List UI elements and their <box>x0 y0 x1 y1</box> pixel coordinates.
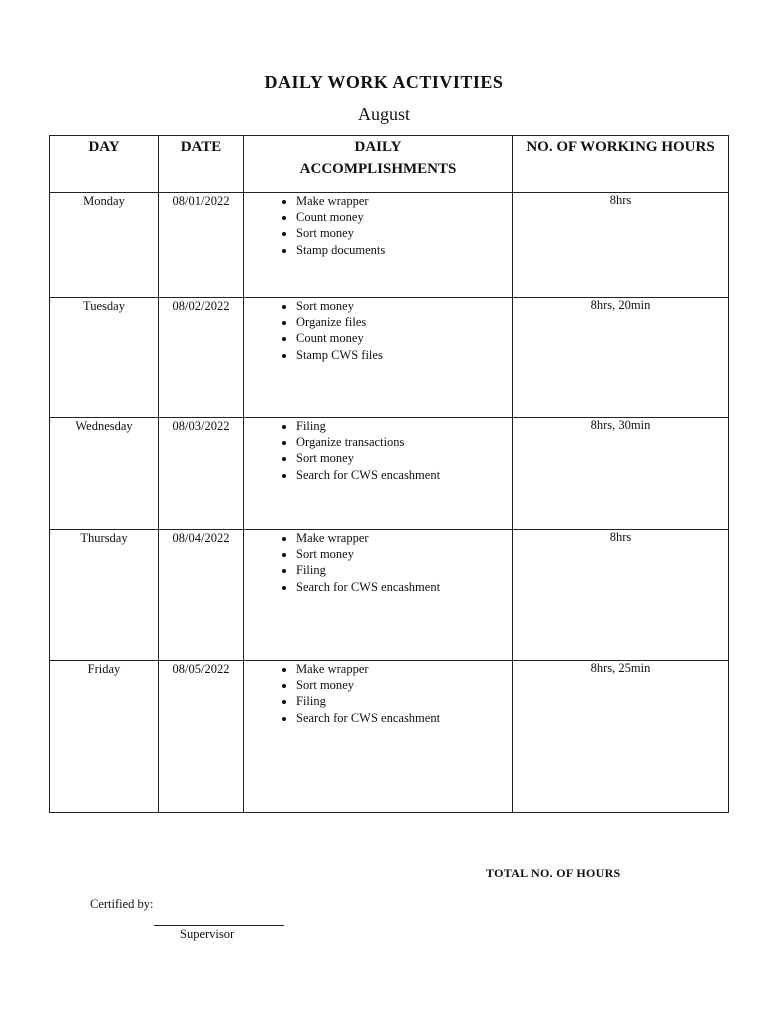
cell-date: 08/05/2022 <box>159 661 244 813</box>
cell-accomplishments <box>244 193 513 298</box>
cell-accomplishments <box>244 661 513 813</box>
cell-date: 08/03/2022 <box>159 418 244 530</box>
accomplishment-item: • Count money <box>296 330 512 346</box>
header-day: DAY <box>50 136 159 193</box>
accomplishment-item: • Filing <box>296 562 512 578</box>
cell-hours: 8hrs, 20min <box>513 298 729 418</box>
accomplishment-item: • Stamp documents <box>296 242 512 258</box>
table-body <box>50 193 729 813</box>
accomplishment-item: • Sort money <box>296 225 512 241</box>
accomplishments-list <box>244 530 512 595</box>
cell-hours: 8hrs <box>513 193 729 298</box>
accomplishments-list <box>244 193 512 258</box>
accomplishment-item: • Organize transactions <box>296 434 512 450</box>
accomplishment-item: • Make wrapper <box>296 193 512 209</box>
accomplishment-item: • Search for CWS encashment <box>296 467 512 483</box>
signature-line <box>154 925 284 926</box>
activities-table <box>49 135 729 813</box>
header-accomplishments-text: DAILY ACCOMPLISHMENTS <box>299 139 457 177</box>
accomplishment-item: • Stamp CWS files <box>296 347 512 363</box>
header-hours-text: NO. OF WORKING HOURS <box>526 139 715 155</box>
accomplishment-item: • Count money <box>296 209 512 225</box>
table-row <box>50 193 729 298</box>
cell-hours: 8hrs, 25min <box>513 661 729 813</box>
accomplishment-item: • Filing <box>296 693 512 709</box>
accomplishment-item: • Make wrapper <box>296 530 512 546</box>
header-date: DATE <box>159 136 244 193</box>
header-accomplishments <box>244 136 513 193</box>
cell-hours: 8hrs, 30min <box>513 418 729 530</box>
total-hours-label: TOTAL NO. OF HOURS <box>486 866 621 880</box>
document-title: DAILY WORK ACTIVITIES <box>264 72 504 92</box>
cell-hours: 8hrs <box>513 530 729 661</box>
cell-day: Monday <box>50 193 159 298</box>
accomplishment-item: • Sort money <box>296 450 512 466</box>
accomplishment-item: • Search for CWS encashment <box>296 579 512 595</box>
cell-day: Friday <box>50 661 159 813</box>
certified-by-label: Certified by: <box>90 897 154 911</box>
accomplishment-item: • Make wrapper <box>296 661 512 677</box>
table-row <box>50 418 729 530</box>
accomplishments-list <box>244 661 512 726</box>
cell-date: 08/01/2022 <box>159 193 244 298</box>
accomplishment-item: • Sort money <box>296 677 512 693</box>
document-month: August <box>357 104 410 124</box>
table-row <box>50 530 729 661</box>
table-row <box>50 298 729 418</box>
cell-date: 08/04/2022 <box>159 530 244 661</box>
accomplishment-item: • Organize files <box>296 314 512 330</box>
cell-day: Wednesday <box>50 418 159 530</box>
supervisor-label: Supervisor <box>180 927 235 941</box>
accomplishment-item: • Sort money <box>296 298 512 314</box>
cell-accomplishments <box>244 298 513 418</box>
accomplishment-item: • Filing <box>296 418 512 434</box>
accomplishments-list <box>244 418 512 483</box>
accomplishments-list <box>244 298 512 363</box>
table-row <box>50 661 729 813</box>
cell-day: Thursday <box>50 530 159 661</box>
cell-day: Tuesday <box>50 298 159 418</box>
cell-accomplishments <box>244 418 513 530</box>
accomplishment-item: • Sort money <box>296 546 512 562</box>
table-header-row <box>50 136 729 193</box>
cell-accomplishments <box>244 530 513 661</box>
accomplishment-item: • Search for CWS encashment <box>296 710 512 726</box>
header-hours <box>513 136 729 193</box>
cell-date: 08/02/2022 <box>159 298 244 418</box>
